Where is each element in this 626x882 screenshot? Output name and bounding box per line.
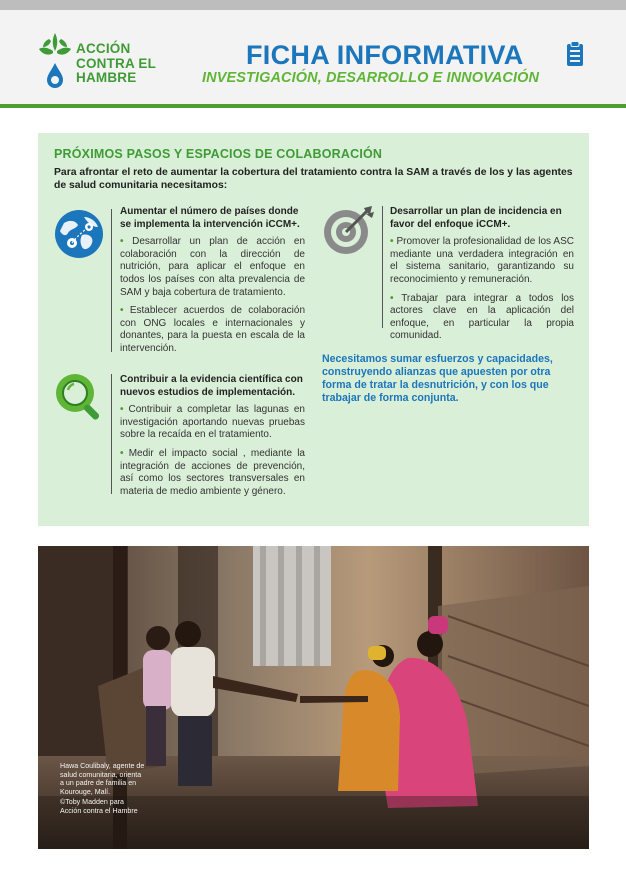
globe-icon xyxy=(54,209,104,259)
caption-text: Hawa Coulibaly, agente de salud comunitaria, orienta a un padre de familia en Kourouge, Malí. xyxy=(60,762,145,796)
clipboard-icon xyxy=(566,41,584,67)
item-bullet: • Medir el impacto social , mediante la integración de acciones de prevención, así como los sectores transversales en materia de medio ambiente y género. xyxy=(120,447,305,497)
page-subtitle: INVESTIGACIÓN, DESARROLLO E INNOVACIÓN xyxy=(202,70,540,86)
magnifier-icon xyxy=(54,372,106,424)
target-icon xyxy=(322,204,376,256)
logo-text xyxy=(76,42,156,86)
item-bullet-text: Desarrollar un plan de acción en colaboración con la dirección de nutrición, para aplicar el enfoque en todos los países con alta prevalencia de SAM y baja cobertura de tratamiento. xyxy=(120,236,306,298)
item-bullet-text: Establecer acuerdos de colaboración con ONG locales e internacionales y donantes, para la puesta en escala de la intervención. xyxy=(120,305,306,354)
logo-line-1: ACCIÓN xyxy=(76,41,131,56)
item-heading: Contribuir a la evidencia científica con nuevos estudios de implementación. xyxy=(120,374,303,398)
logo-line-3: HAMBRE xyxy=(76,70,137,85)
divider-line xyxy=(111,209,112,352)
divider-line xyxy=(111,374,112,494)
item-bullet: • Trabajar para integrar a todos los actores clave en la aplicación del enfoque, en particular la propia comunidad. xyxy=(390,292,574,342)
item-bullet: • Desarrollar un plan de acción en colaboración con la dirección de nutrición, para aplicar el enfoque en todos los países con alta prevalencia de SAM y baja cobertura de tratamiento. xyxy=(120,236,306,298)
header-divider xyxy=(0,104,626,108)
page-title: FICHA INFORMATIVA xyxy=(246,40,524,70)
item-bullet: • Establecer acuerdos de colaboración con ONG locales e internacionales y donantes, para la puesta en escala de la intervención. xyxy=(120,305,306,354)
logo-line-2: CONTRA EL xyxy=(76,55,157,71)
item-bullet-text: Trabajar para integrar a todos los actores clave en la aplicación del enfoque, en particular la propia comunidad. xyxy=(390,292,574,342)
item-bullet-text: Medir el impacto social , mediante la integración de acciones de prevención, así como los sectores transversales en materia de medio ambiente y género. xyxy=(120,447,305,497)
item-block-2 xyxy=(120,374,305,504)
top-bar xyxy=(0,0,626,10)
item-bullet: • Promover la profesionalidad de los ASC mediante una verdadera integración en el sistema sanitario, garantizando su reconocimiento y remuneración. xyxy=(390,236,574,285)
caption-credit: ©Toby Madden para Acción contra el Hambre xyxy=(60,798,138,815)
section-title: PRÓXIMOS PASOS Y ESPACIOS DE COLABORACIÓN xyxy=(54,147,383,161)
item-bullet-text: Promover la profesionalidad de los ASC mediante una verdadera integración en el sistema sanitario, garantizando su reconocimiento y remuneración. xyxy=(390,236,574,285)
section-intro: Para afrontar el reto de aumentar la cobertura del tratamiento contra la SAM a través de los y las agentes de salud comunitaria necesitamos: xyxy=(54,167,573,191)
item-block-3 xyxy=(390,206,574,349)
item-heading: Desarrollar un plan de incidencia en favor del enfoque iCCM+. xyxy=(390,206,562,230)
logo-icon xyxy=(39,31,71,89)
item-bullet: • Contribuir a completar las lagunas en investigación aportando nuevas pruebas sobre la recaída en el tratamiento. xyxy=(120,404,305,441)
photo-caption xyxy=(60,762,146,818)
item-block-1 xyxy=(120,206,305,362)
item-bullet-text: Contribuir a completar las lagunas en investigación aportando nuevas pruebas sobre la recaída en el tratamiento. xyxy=(120,404,305,441)
item-heading: Aumentar el número de países donde se implementa la intervención iCCM+. xyxy=(120,206,300,230)
quote-text: Necesitamos sumar esfuerzos y capacidades, construyendo alianzas que apuesten por otra forma de tratar la desnutrición, y con los que trabajar de forma conjunta. xyxy=(322,353,553,404)
divider-line xyxy=(382,206,383,328)
